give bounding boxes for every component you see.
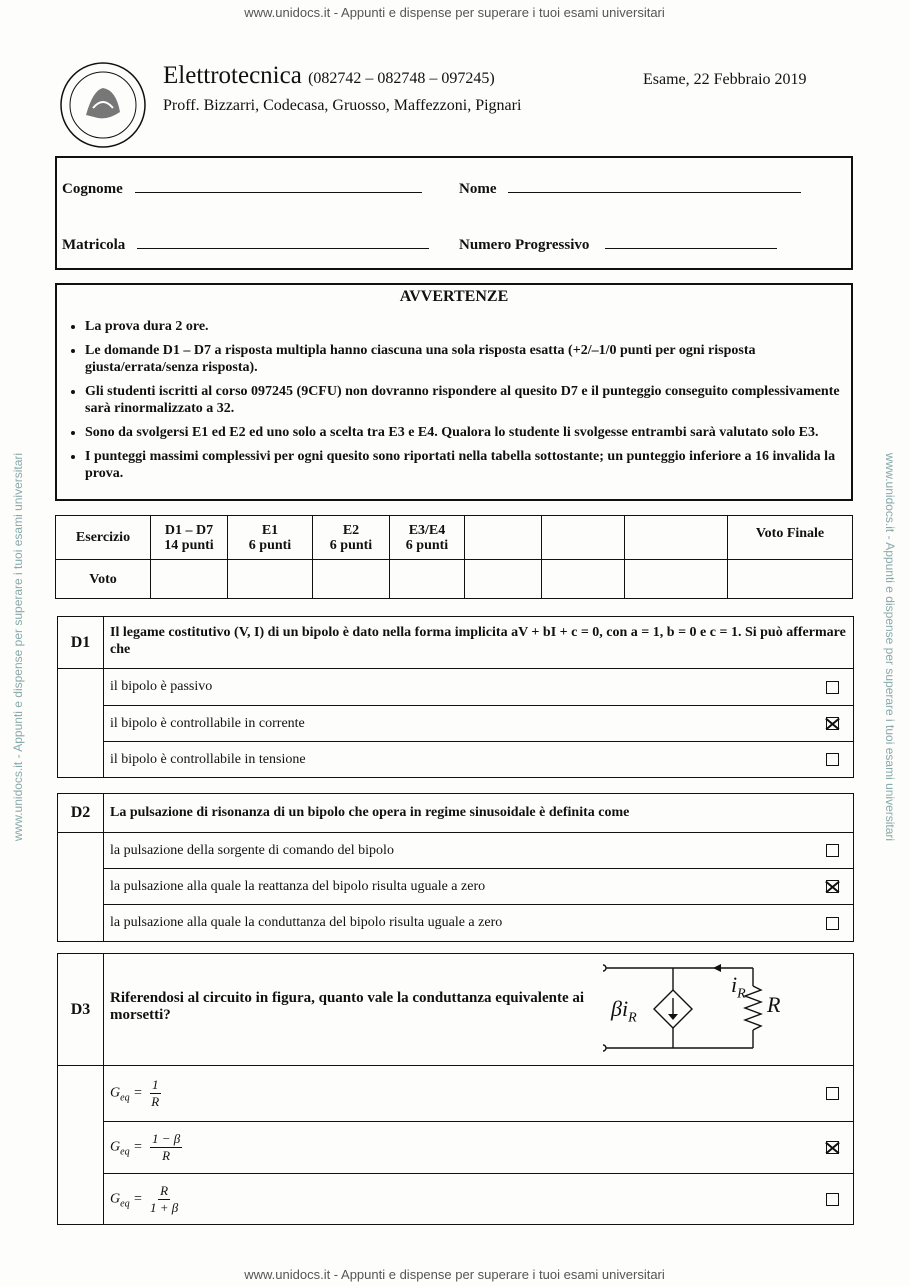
- checkbox[interactable]: [826, 917, 839, 930]
- answer-option[interactable]: il bipolo è controllabile in corrente: [104, 706, 853, 742]
- question-label: D2: [58, 794, 104, 832]
- question-label: D1: [58, 617, 104, 668]
- watermark-top: www.unidocs.it - Appunti e dispense per superare i tuoi esami universitari: [244, 5, 665, 20]
- grade-cell[interactable]: [465, 560, 542, 599]
- question-d3: [57, 953, 854, 1225]
- current-label: $i_R$: [731, 972, 746, 1002]
- fraction: $\frac{1}{R}$: [151, 1077, 160, 1109]
- question-label: D3: [58, 954, 104, 1065]
- question-d1: [57, 616, 854, 778]
- checkbox-checked[interactable]: [826, 880, 839, 893]
- checkbox[interactable]: [826, 753, 839, 766]
- checkbox[interactable]: [826, 844, 839, 857]
- progressive-label: Numero Progressivo: [459, 237, 590, 253]
- university-logo: [58, 60, 148, 150]
- answer-option[interactable]: la pulsazione alla quale la reattanza del bipolo risulta uguale a zero: [104, 869, 853, 905]
- grade-cell[interactable]: [313, 560, 390, 599]
- student-info-box: [55, 156, 853, 270]
- checkbox[interactable]: [826, 1087, 839, 1100]
- grade-cell[interactable]: [542, 560, 625, 599]
- question-text: Il legame costitutivo (V, I) di un bipolo è dato nella forma implicita aV + bI + c = 0, con a = 1, b = 0 e c = 1. Si può affermare che: [110, 625, 846, 657]
- watermark-bottom: www.unidocs.it - Appunti e dispense per superare i tuoi esami universitari: [244, 1267, 665, 1282]
- table-header-col: E1 6 punti: [228, 516, 313, 560]
- warnings-box: [55, 283, 853, 501]
- id-label: Matricola: [62, 237, 126, 253]
- surname-field[interactable]: [135, 178, 422, 193]
- checkbox-checked[interactable]: [826, 1141, 839, 1154]
- question-text: La pulsazione di risonanza di un bipolo che opera in regime sinusoidale è definita come: [110, 805, 630, 820]
- progressive-field[interactable]: [605, 234, 777, 249]
- warning-item: • Le domande D1 – D7 a risposta multipla hanno ciascuna una sola risposta esatta (+2/–1/0 punti per ogni risposta giusta/errata/senza risposta).: [85, 342, 845, 376]
- answer-option[interactable]: $G_{eq}$ = $\frac{1}{R}$: [104, 1066, 853, 1122]
- grade-cell[interactable]: [151, 560, 228, 599]
- watermark-left: www.unidocs.it - Appunti e dispense per superare i tuoi esami universitari: [11, 452, 25, 842]
- answer-option[interactable]: $G_{eq}$ = $\frac{1 - \beta}{R}$: [104, 1122, 853, 1174]
- grade-cell[interactable]: [625, 560, 728, 599]
- question-text: Riferendosi al circuito in figura, quanto vale la conduttanza equivalente ai morsetti?: [110, 990, 585, 1023]
- course-codes: (082742 – 082748 – 097245): [308, 70, 495, 87]
- answer-option[interactable]: il bipolo è controllabile in tensione: [104, 742, 853, 777]
- course-title: Elettrotecnica (082742 – 082748 – 097245): [163, 62, 495, 89]
- checkbox[interactable]: [826, 1193, 839, 1206]
- grade-cell[interactable]: [228, 560, 313, 599]
- circuit-diagram: [603, 958, 833, 1058]
- warning-item: • I punteggi massimi complessivi per ogni quesito sono riportati nella tabella sottostante; un punteggio inferiore a 16 invalida la prova.: [85, 448, 845, 482]
- table-header-exercise: Esercizio: [56, 516, 151, 560]
- checkbox-checked[interactable]: [826, 717, 839, 730]
- id-field[interactable]: [137, 234, 429, 249]
- answer-option[interactable]: il bipolo è passivo: [104, 669, 853, 706]
- warning-item: • Sono da svolgersi E1 ed E2 ed uno solo a scelta tra E3 e E4. Qualora lo studente li svolgesse entrambi sarà valutato solo E3.: [85, 424, 845, 441]
- resistor-label: R: [767, 992, 781, 1017]
- grade-cell-final[interactable]: [728, 560, 853, 599]
- fraction: $\frac{1 - \beta}{R}$: [152, 1131, 181, 1163]
- table-row-grade-label: Voto: [56, 560, 151, 599]
- surname-label: Cognome: [62, 181, 123, 197]
- table-header-empty: [465, 516, 542, 560]
- score-table: [55, 515, 853, 599]
- warning-item: • Gli studenti iscritti al corso 097245 (9CFU) non dovranno rispondere al quesito D7 e il punteggio conseguito complessivamente sarà rinormalizzato a 32.: [85, 383, 845, 417]
- answer-option[interactable]: la pulsazione della sorgente di comando del bipolo: [104, 833, 853, 869]
- name-label: Nome: [459, 181, 497, 197]
- table-header-col: E2 6 punti: [313, 516, 390, 560]
- warnings-title: AVVERTENZE: [399, 288, 509, 305]
- warning-item: • La prova dura 2 ore.: [85, 318, 845, 335]
- table-header-col: D1 – D7 14 punti: [151, 516, 228, 560]
- answer-option[interactable]: la pulsazione alla quale la conduttanza del bipolo risulta uguale a zero: [104, 905, 853, 941]
- checkbox[interactable]: [826, 681, 839, 694]
- table-header-empty: [625, 516, 728, 560]
- name-field[interactable]: [508, 178, 801, 193]
- grade-cell[interactable]: [390, 560, 465, 599]
- answer-option[interactable]: $G_{eq}$ = $\frac{R}{1 + \beta}$: [104, 1174, 853, 1224]
- professors: Proff. Bizzarri, Codecasa, Gruosso, Maffezzoni, Pignari: [163, 97, 522, 114]
- exam-date: Esame, 22 Febbraio 2019: [643, 71, 807, 88]
- fraction: $\frac{R}{1 + \beta}$: [150, 1182, 179, 1215]
- source-label: $\beta i_R$: [611, 996, 637, 1026]
- table-header-final: Voto Finale: [728, 516, 853, 560]
- watermark-right: www.unidocs.it - Appunti e dispense per superare i tuoi esami universitari: [883, 452, 897, 842]
- question-d2: [57, 793, 854, 942]
- table-header-empty: [542, 516, 625, 560]
- table-header-col: E3/E4 6 punti: [390, 516, 465, 560]
